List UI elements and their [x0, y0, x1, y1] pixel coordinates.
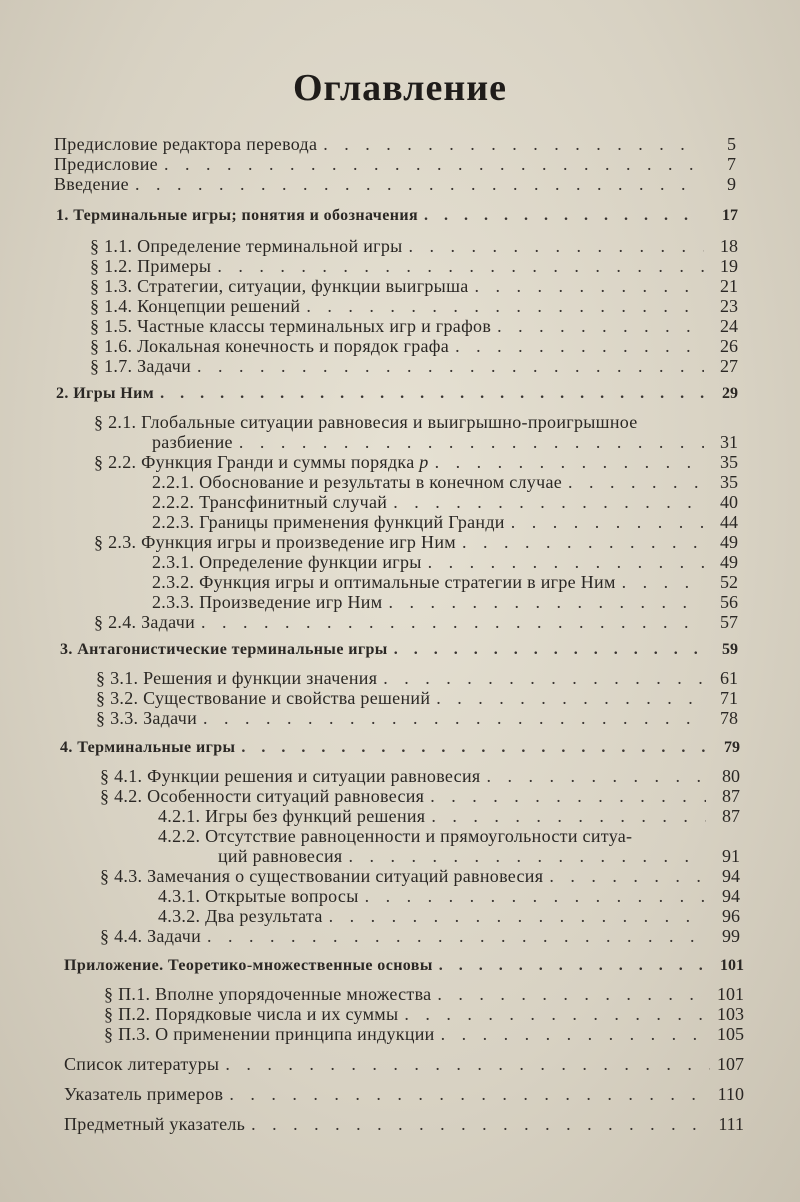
- toc-entry-text: § 1.7. Задачи: [90, 356, 192, 376]
- toc-entry: [152, 512, 738, 532]
- leader-dots: [135, 174, 702, 194]
- toc-page-number: 40: [720, 492, 738, 512]
- toc-entry: [54, 174, 736, 194]
- leader-dots: [436, 688, 704, 708]
- toc-entry: [104, 1004, 744, 1024]
- leader-dots: [197, 356, 704, 376]
- toc-entry-text: 2.2.3. Границы применения функций Гранди: [152, 512, 505, 532]
- toc-page-number: 35: [720, 452, 738, 472]
- toc-page-number: 78: [720, 708, 738, 728]
- toc-page-number: 101: [720, 957, 744, 974]
- toc-page-number: 103: [717, 1004, 744, 1024]
- toc-page-number: 29: [722, 385, 738, 402]
- leader-dots: [348, 846, 706, 866]
- toc-entry-text: § 1.1. Определение терминальной игры: [90, 236, 403, 256]
- toc-entry: [104, 1024, 744, 1044]
- toc-page-number: 80: [722, 766, 740, 786]
- toc-entry: [94, 532, 738, 552]
- toc-page-number: 79: [724, 739, 740, 756]
- page-title: Оглавление: [292, 67, 508, 109]
- leader-dots: [441, 1024, 710, 1044]
- toc-entry: [152, 472, 738, 492]
- toc-entry: [96, 708, 738, 728]
- toc-page-number: 101: [717, 984, 744, 1004]
- toc-entry: [90, 276, 738, 296]
- toc-entry: [152, 552, 738, 572]
- toc-entry-text: 2.3.3. Произведение игр Ним: [152, 592, 383, 612]
- toc-entry-text: § П.2. Порядковые числа и их суммы: [104, 1004, 399, 1024]
- toc-page-number: 87: [722, 786, 740, 806]
- leader-dots: [430, 786, 706, 806]
- toc-entry: [158, 906, 740, 926]
- toc-page-number: 23: [720, 296, 738, 316]
- chapter-heading: [56, 384, 738, 404]
- toc-entry-text: § 1.4. Концепции решений: [90, 296, 301, 316]
- toc-page-number: 96: [722, 906, 740, 926]
- toc-page-number: 24: [720, 316, 738, 336]
- toc-entry-text: [94, 452, 429, 472]
- toc-entry: [96, 688, 738, 708]
- leader-dots: [486, 766, 706, 786]
- toc-page-number: 27: [720, 356, 738, 376]
- toc-entry: [152, 592, 738, 612]
- toc-page-number: 71: [720, 688, 738, 708]
- toc-entry: [54, 154, 736, 174]
- chapter-title: 4. Терминальные игры: [60, 739, 236, 756]
- leader-dots: [404, 1004, 710, 1024]
- toc-entry: [90, 256, 738, 276]
- toc-entry: [96, 668, 738, 688]
- leader-dots: [439, 956, 710, 976]
- leader-dots: [251, 1114, 710, 1134]
- toc-page-number: 26: [720, 336, 738, 356]
- toc-entry: [100, 866, 740, 886]
- toc-entry-text: 4.3.1. Открытые вопросы: [158, 886, 359, 906]
- toc-page-number: 107: [717, 1054, 744, 1074]
- leader-dots: [241, 738, 706, 758]
- toc-page-number: 9: [727, 174, 736, 194]
- toc-entry-text: § 2.1. Глобальные ситуации равновесия и выигрышно-проигрышное: [94, 412, 638, 432]
- toc-entry-text: § 1.3. Стратегии, ситуации, функции выигрыша: [90, 276, 469, 296]
- toc-entry-text-main: § 2.2. Функция Гранди и суммы порядка: [94, 452, 415, 472]
- leader-dots: [207, 926, 706, 946]
- leader-dots: [329, 906, 706, 926]
- leader-dots: [475, 276, 704, 296]
- toc-entry: [90, 296, 738, 316]
- toc-page-number: 91: [722, 846, 740, 866]
- toc-page-number: 44: [720, 512, 738, 532]
- toc-page-number: 94: [722, 886, 740, 906]
- toc-entry-text: § П.3. О применении принципа индукции: [104, 1024, 435, 1044]
- toc-entry-text: Указатель примеров: [64, 1084, 224, 1104]
- chapter-title: Приложение. Теоретико-множественные основы: [64, 957, 433, 974]
- toc-page-number: 110: [717, 1084, 744, 1104]
- chapter-heading: [56, 206, 738, 226]
- leader-dots: [383, 668, 704, 688]
- toc-entry: [64, 1114, 744, 1134]
- leader-dots: [428, 552, 704, 572]
- toc-entry: [90, 356, 738, 376]
- toc-entry: [90, 236, 738, 256]
- leader-dots: [455, 336, 704, 356]
- toc-entry: [90, 336, 738, 356]
- toc-entry-text: Введение: [54, 174, 129, 194]
- leader-dots: [388, 592, 704, 612]
- toc-entry-text: § 3.3. Задачи: [96, 708, 198, 728]
- toc-entry-text: § 4.4. Задачи: [100, 926, 202, 946]
- toc-page-number: 49: [720, 552, 738, 572]
- toc-entry: [158, 886, 740, 906]
- toc-entry-text: § 1.6. Локальная конечность и порядок графа: [90, 336, 450, 356]
- toc-entry: [100, 766, 740, 786]
- toc-page-number: 57: [720, 612, 738, 632]
- toc-entry-text: 2.3.1. Определение функции игры: [152, 552, 422, 572]
- toc-page-number: 59: [722, 641, 738, 658]
- toc-entry-text: § 4.2. Особенности ситуаций равновесия: [100, 786, 425, 806]
- leader-dots: [568, 472, 704, 492]
- leader-dots: [217, 256, 704, 276]
- leader-dots: [435, 452, 704, 472]
- toc-entry: [100, 926, 740, 946]
- toc-page-number: 99: [722, 926, 740, 946]
- toc-page-number: 7: [727, 154, 736, 174]
- toc-page-number: 18: [720, 236, 738, 256]
- toc-entry-text: § 4.1. Функции решения и ситуации равновесия: [100, 766, 481, 786]
- toc-entry-text: 4.2.2. Отсутствие равноценности и прямоугольности ситуа-: [158, 826, 633, 846]
- toc-page-number: 111: [718, 1114, 744, 1134]
- toc-entry-text: 2.2.2. Трансфинитный случай: [152, 492, 388, 512]
- toc-page-number: 21: [720, 276, 738, 296]
- leader-dots: [622, 572, 704, 592]
- leader-dots: [424, 206, 704, 226]
- leader-dots: [229, 1084, 710, 1104]
- toc-entry: [90, 316, 738, 336]
- chapter-title: 1. Терминальные игры; понятия и обозначения: [56, 207, 419, 224]
- toc-page-number: 5: [727, 134, 736, 154]
- leader-dots: [365, 886, 706, 906]
- toc-entry-text: 2.2.1. Обоснование и результаты в конечном случае: [152, 472, 563, 492]
- toc-page-number: 49: [720, 532, 738, 552]
- toc-page-number: 17: [722, 207, 738, 224]
- toc-entry: [64, 1054, 744, 1074]
- toc-page-number: 19: [720, 256, 738, 276]
- toc-entry-text: 2.3.2. Функция игры и оптимальные стратегии в игре Ним: [152, 572, 616, 592]
- toc-entry-text: § 4.3. Замечания о существовании ситуаций равновесия: [100, 866, 544, 886]
- toc-entry-text: 4.2.1. Игры без функций решения: [158, 806, 426, 826]
- leader-dots: [393, 492, 704, 512]
- toc-entry-text: ций равновесия: [218, 846, 343, 866]
- leader-dots: [549, 866, 706, 886]
- toc-entry-text: Список литературы: [64, 1054, 220, 1074]
- toc-page-number: 35: [720, 472, 738, 492]
- leader-dots: [239, 432, 704, 452]
- chapter-heading: [64, 956, 744, 976]
- toc-entry-text: § 1.2. Примеры: [90, 256, 212, 276]
- leader-dots: [431, 806, 706, 826]
- toc-entry-text: § 3.1. Решения и функции значения: [96, 668, 378, 688]
- toc-entry-text: 4.3.2. Два результата: [158, 906, 323, 926]
- toc-entry-text: § 2.4. Задачи: [94, 612, 196, 632]
- toc-entry-text: § 3.2. Существование и свойства решений: [96, 688, 431, 708]
- toc-entry: [94, 452, 738, 472]
- toc-entry: [152, 492, 738, 512]
- toc-page-number: 94: [722, 866, 740, 886]
- toc-page-number: 87: [722, 806, 740, 826]
- toc-entry-text: Предисловие: [54, 154, 158, 174]
- leader-dots: [203, 708, 704, 728]
- leader-dots: [225, 1054, 710, 1074]
- leader-dots: [511, 512, 704, 532]
- leader-dots: [437, 984, 710, 1004]
- toc-entry: [104, 984, 744, 1004]
- chapter-title: 2. Игры Ним: [56, 385, 155, 402]
- leader-dots: [164, 154, 702, 174]
- leader-dots: [497, 316, 704, 336]
- chapter-heading: [60, 640, 738, 660]
- toc-entry: [218, 846, 740, 866]
- toc-entry: [54, 134, 736, 154]
- leader-dots: [306, 296, 704, 316]
- leader-dots: [323, 134, 702, 154]
- toc-entry: [152, 572, 738, 592]
- toc-entry-text: разбиение: [152, 432, 233, 452]
- toc-entry: [158, 806, 740, 826]
- toc-entry-text: Предисловие редактора перевода: [54, 134, 318, 154]
- leader-dots: [462, 532, 704, 552]
- toc-entry: [152, 432, 738, 452]
- leader-dots: [394, 640, 704, 660]
- chapter-title: 3. Антагонистические терминальные игры: [60, 641, 388, 658]
- toc-page-number: 61: [720, 668, 738, 688]
- toc-page-number: 56: [720, 592, 738, 612]
- toc-entry-variable: p: [419, 452, 429, 472]
- chapter-heading: [60, 738, 740, 758]
- toc-entry-text: § 2.3. Функция игры и произведение игр Ним: [94, 532, 456, 552]
- toc-page-number: 105: [717, 1024, 744, 1044]
- toc-page-number: 52: [720, 572, 738, 592]
- leader-dots: [201, 612, 704, 632]
- toc-entry: [100, 786, 740, 806]
- toc-entry-text: § П.1. Вполне упорядоченные множества: [104, 984, 432, 1004]
- toc-page-number: 31: [720, 432, 738, 452]
- leader-dots: [409, 236, 704, 256]
- toc-entry-text: Предметный указатель: [64, 1114, 246, 1134]
- toc-entry: [94, 612, 738, 632]
- toc-entry-text: § 1.5. Частные классы терминальных игр и графов: [90, 316, 492, 336]
- toc-entry: [64, 1084, 744, 1104]
- leader-dots: [160, 384, 704, 404]
